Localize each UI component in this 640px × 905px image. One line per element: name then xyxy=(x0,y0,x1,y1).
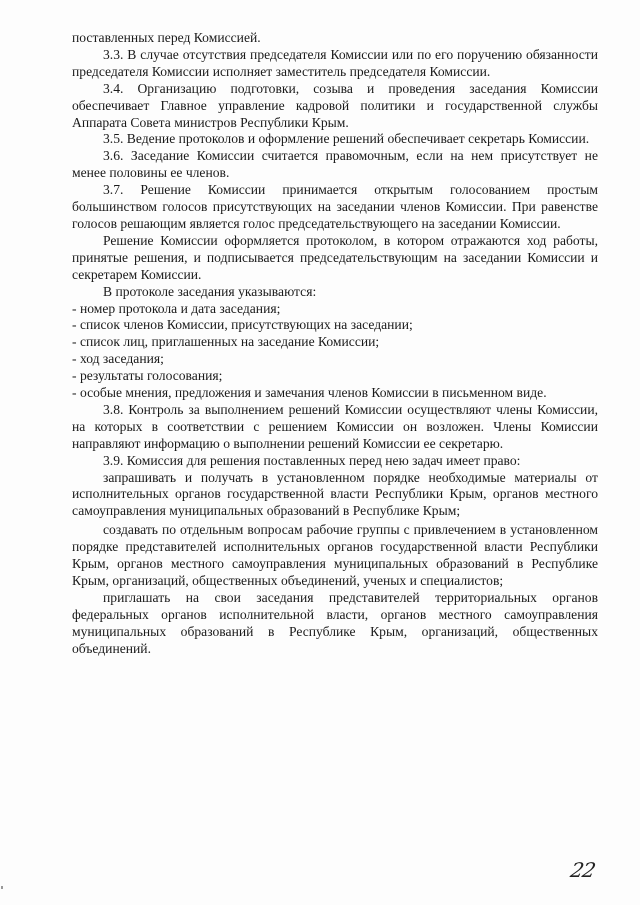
page-number: 22 xyxy=(567,858,597,882)
paragraph-3-7: 3.7. Решение Комиссии принимается открытым голосованием простым большинством голосов присутствующих на заседании членов Комиссии. При равенстве голосов решающим является голос председательствующего на заседании Комиссии. xyxy=(72,182,598,231)
list-item: - номер протокола и дата заседания; xyxy=(72,301,598,318)
paragraph-3-5: 3.5. Ведение протоколов и оформление решений обеспечивает секретарь Комиссии. xyxy=(103,131,590,147)
paragraph-protocol-intro: В протоколе заседания указываются: xyxy=(103,283,317,299)
document-body xyxy=(72,30,598,658)
paragraph-3-3: 3.3. В случае отсутствия председателя Комиссии или по его поручению обязанности председателя Комиссии исполняет заместитель председателя Комиссии. xyxy=(72,46,598,79)
scan-mark xyxy=(1,886,3,889)
paragraph-3-6: 3.6. Заседание Комиссии считается правомочным, если на нем присутствует не менее половины ее членов. xyxy=(72,148,598,181)
list-item: - особые мнения, предложения и замечания членов Комиссии в письменном виде. xyxy=(72,385,598,402)
list-item: - список лиц, приглашенных на заседание Комиссии; xyxy=(72,334,598,351)
protocol-items-list xyxy=(72,301,598,402)
paragraph-3-4: 3.4. Организацию подготовки, созыва и проведения заседания Комиссии обеспечивает Главное управление кадровой политики и государственной службы Аппарата Совета министров Республики Крым. xyxy=(72,80,598,130)
right-invite-representatives: приглашать на свои заседания представителей территориальных органов федеральных органов исполнительной власти, органов местного самоуправления муниципальных образований в Республике Крым, организаций, общественных объединений. xyxy=(72,589,598,656)
paragraph-continuation: поставленных перед Комиссией. xyxy=(72,30,261,45)
list-item: - ход заседания; xyxy=(72,351,598,368)
paragraph-3-9: 3.9. Комиссия для решения поставленных перед нею задач имеет право: xyxy=(103,452,521,468)
list-item: - список членов Комиссии, присутствующих на заседании; xyxy=(72,317,598,334)
paragraph-protocol: Решение Комиссии оформляется протоколом, в котором отражаются ход работы, принятые решения, и подписывается председательствующим на заседании Комиссии и секретарем Комиссии. xyxy=(72,232,598,282)
paragraph-3-8: 3.8. Контроль за выполнением решений Комиссии осуществляют члены Комиссии, на которых в соответствии с решением Комиссии он возложен. Члены Комиссии направляют информацию о выполнении решений Комиссии ее секретарю. xyxy=(72,401,598,451)
list-item: - результаты голосования; xyxy=(72,368,598,385)
right-request-materials: запрашивать и получать в установленном порядке необходимые материалы от исполнительных органов государственной власти Республики Крым, органов местного самоуправления муниципальных образований в Республике Крым; xyxy=(72,469,598,519)
right-create-working-groups: создавать по отдельным вопросам рабочие группы с привлечением в установленном порядке представителей исполнительных органов государственной власти Республики Крым, органов местного самоуправления муниципальных образований в Республике Крым, организаций, общественных объединений, ученых и специалистов; xyxy=(72,522,598,588)
